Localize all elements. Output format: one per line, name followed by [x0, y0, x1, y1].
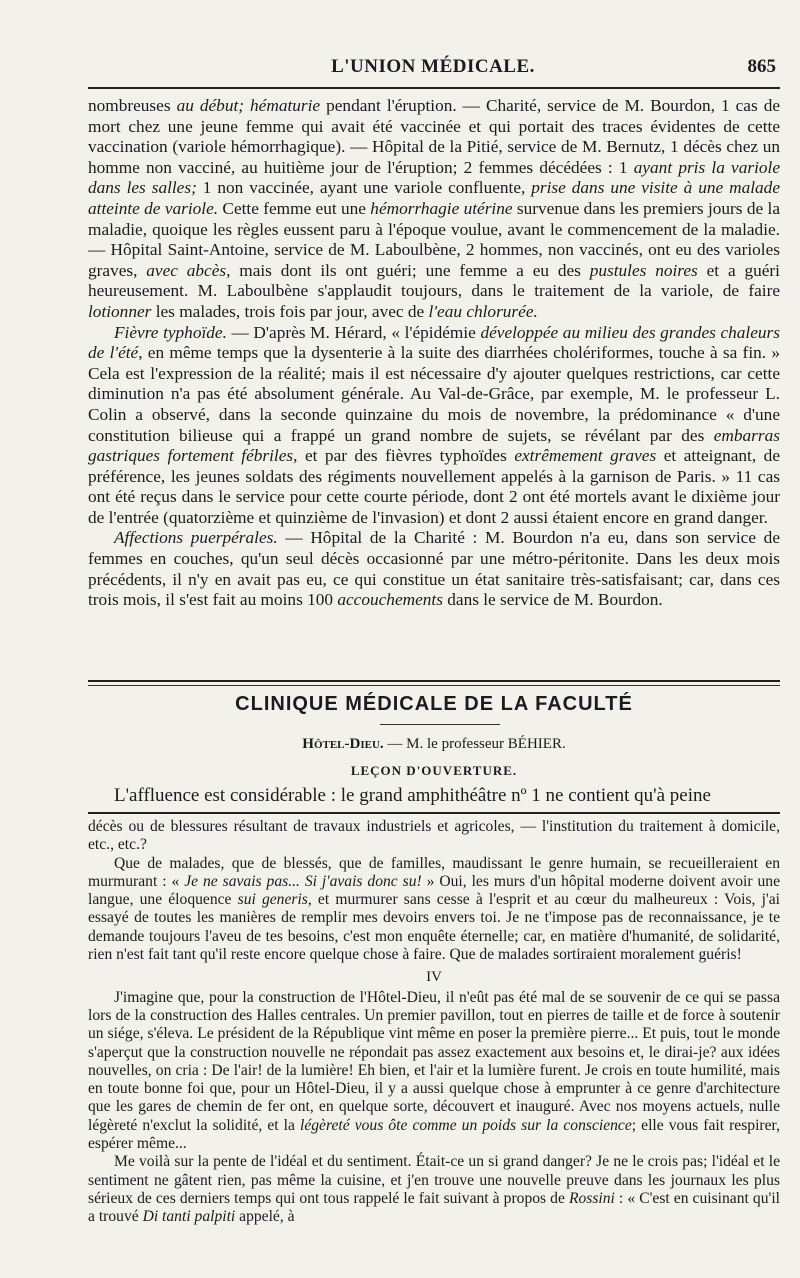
page-number: 865: [747, 56, 776, 77]
byline-sep: — M. le professeur: [383, 736, 508, 752]
section-title: CLINIQUE MÉDICALE DE LA FACULTÉ: [235, 693, 633, 715]
paragraph-hotel-dieu: J'imagine que, pour la construction de l'Hôtel-Dieu, il n'eût pas été mal de se souvenir de ce qui se passa lors de la construction des Halles centrales. Un premier pavillon, tout en pierres de taille et de force à soutenir un siége, s'éleva. Le président de la République vint même en poser la première pierre... Et puis, tout le monde s'aperçut que la construction nouvelle ne répondait pas assez exactement aux besoins et, le dirai-je? aux idées nouvelles, on cria : De l'air! de la lumière! Eh bien, et l'air et la lumière furent. Je crois en toute humilité, mais en toute bonne foi que, pour un Hôtel-Dieu, il y a aussi quelque chose à emprunter à ce genre d'architecture que les gares de chemin de fer ont, en quelque sorte, découvert et inauguré. Avec nos moyens actuels, nulle légèreté n'exclut la solidité, et la légèreté vous ôte comme un poids sur la conscience; elle vous fait respirer, espérer même...: [88, 988, 780, 1153]
paragraph-ideal: Me voilà sur la pente de l'idéal et du sentiment. Était-ce un si grand danger? Je ne le crois pas; l'idéal et le sentiment ne gâtent rien, pas même la cuisine, et j'en trouve une nouvelle preuve dans les journaux les plus sérieux de ces derniers temps qui ont tous rappelé le fait suivant à propos de Rossini : « C'est en cuisinant qu'il a trouvé Di tanti palpiti appelé, à: [88, 1153, 780, 1226]
upper-column-text: [88, 96, 780, 611]
section-numeral: IV: [426, 969, 442, 986]
running-title: L'UNION MÉDICALE.: [331, 56, 535, 77]
section-double-rule-top: [88, 680, 780, 682]
paragraph-variole: nombreuses au début; hématurie pendant l'éruption. — Charité, service de M. Bourdon, 1 cas de mort chez une jeune femme qui avait été vaccinée et qui portait des traces évidentes de cette vaccination (variole hémorrhagique). — Hôpital de la Pitié, service de M. Bernutz, 1 décès chez un homme non vacciné, au huitième jour de l'éruption; 2 femmes décédées : 1 ayant pris la variole dans les salles; 1 non vaccinée, ayant une variole confluente, prise dans une visite à une malade atteinte de variole. Cette femme eut une hémorrhagie utérine survenue dans les premiers jours de la maladie, quoique les règles eussent paru à l'époque voulue, avant le commencement de la maladie. — Hôpital Saint-Antoine, service de M. Laboulbène, 2 hommes, non vaccinés, ont eu des varioles graves, avec abcès, mais dont ils ont guéri; une femme a eu des pustules noires et a guéri heureusement. M. Laboulbène s'applaudit toujours, dans le traitement de la variole, de faire lotionner les malades, trois fois par jour, avec de l'eau chlorurée.: [88, 96, 781, 321]
byline-place: Hôtel-Dieu.: [302, 736, 384, 752]
paragraph-malades: Que de malades, que de blessés, que de familles, maudissant le genre humain, se recueilleraient en murmurant : « Je ne savais pas... Si j'avais donc su! » Oui, les murs d'un hôpital moderne doivent avoir une langue, une éloquence sui generis, et murmurer sans cesse à l'esprit et au cœur du malheureux : Vois, j'ai essayé de toutes les manières de remplir mes devoirs envers toi. Je ne t'impose pas de reconnaissance, je te demande toujours l'aveu de tes besoins, c'est mon enquête éternelle; car, en matière d'humanité, de solidarité, rien n'est fait tant qu'il reste encore quelque chose à faire. Que de malades sortiraient moralement guéris!: [88, 854, 780, 964]
paragraph-fievre-typhoide: Fièvre typhoïde. — D'après M. Hérard, « l'épidémie développée au milieu des grandes chaleurs de l'été, en même temps que la dysenterie à la suite des diarrhées cholériformes, touche à sa fin. » Cela est l'expression de la réalité; mais il est nécessaire d'y ajouter quelques restrictions, car cette diminution n'a pas été absolument générale. Au Val-de-Grâce, par exemple, M. le professeur L. Colin a observé, dans la seconde quinzaine du mois de novembre, la prédominance « d'une constitution bilieuse qui a frappé un grand nombre de sujets, se révélant par des embarras gastriques fortement fébriles, et par des fièvres typhoïdes extrêmement graves et atteignant, de préférence, les jeunes soldats des régiments nouvellement appelés à la garnison de Paris. » 11 cas ont été reçus dans le service pour cette courte période, dont 2 ont été mortels avant le dixième jour de l'entrée (quatorzième et quinzième de l'invasion) et dont 2 aussi étaient encore en grand danger.: [88, 322, 780, 527]
paragraph-traitement: décès ou de blessures résultant de travaux industriels et agricoles, — l'institution du traitement à domicile, etc., etc.?: [88, 818, 780, 854]
lecon-heading: LEÇON D'OUVERTURE.: [350, 763, 518, 778]
header-rule: [88, 87, 780, 89]
opening-line: L'affluence est considérable : le grand amphithéâtre nº 1 ne contient qu'à peine: [114, 785, 711, 806]
lower-column-text: [88, 818, 780, 1227]
paragraph-affections-puerperales: Affections puerpérales. — Hôpital de la Charité : M. Bourdon n'a eu, dans son service de femmes en couches, qu'un seul décès occasionné par une métro-péritonite. Dans les deux mois précédents, il n'y en avait pas eu, ce qui constitue un état sanitaire très-satisfaisant; car, dans ces trois mois, il s'est fait au moins 100 accouchements dans le service de M. Bourdon.: [88, 528, 780, 610]
title-short-rule: [380, 724, 500, 725]
page-header: [88, 56, 778, 82]
byline: [88, 736, 780, 753]
byline-professor: BÉHIER.: [507, 736, 566, 752]
fold-rule: [88, 812, 780, 814]
section-double-rule-bottom: [88, 685, 780, 686]
